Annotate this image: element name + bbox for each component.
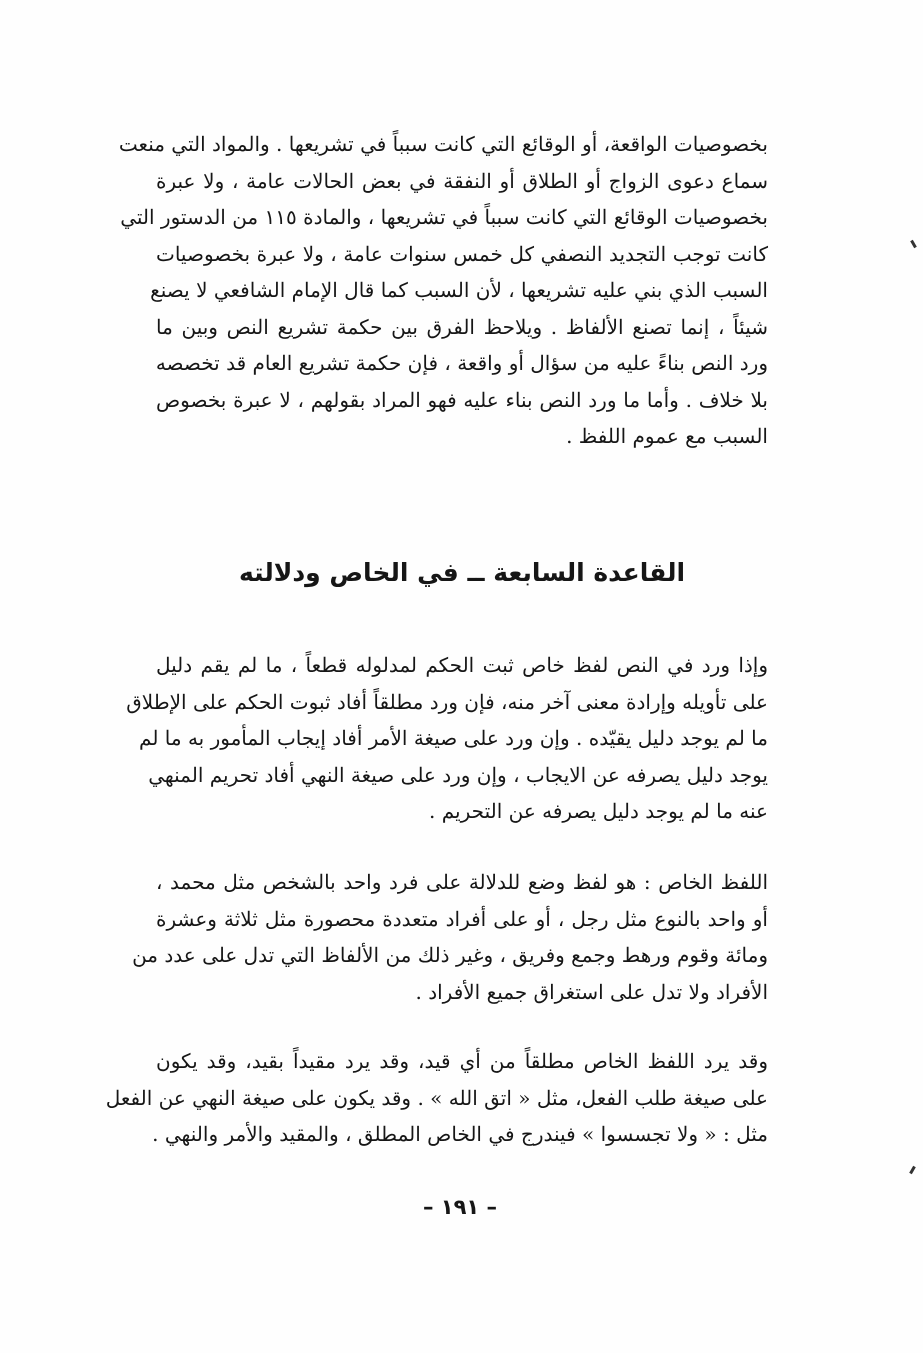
page-number: – ١٩١ – bbox=[422, 1195, 498, 1219]
text-line: الأفراد ولا تدل على استغراق جميع الأفراد . bbox=[415, 979, 768, 1004]
section-heading: القاعدة السابعة ــ في الخاص ودلالته bbox=[238, 558, 686, 587]
text-line: شيئاً ، إنما تصنع الألفاظ . ويلاحظ الفرق بين حكمة تشريع النص وبين ما bbox=[156, 314, 768, 339]
text-line: أو واحد بالنوع مثل رجل ، أو على أفراد متعددة محصورة مثل ثلاثة وعشرة bbox=[156, 906, 768, 931]
text-line: كانت توجب التجديد النصفي كل خمس سنوات عامة ، ولا عبرة بخصوصيات bbox=[156, 241, 768, 266]
text-line: اللفظ الخاص : هو لفظ وضع للدلالة على فرد واحد بالشخص مثل محمد ، bbox=[156, 870, 768, 894]
text-line: ورد النص بناءً عليه من سؤال أو واقعة ، فإن حكمة تشريع العام قد تخصصه bbox=[155, 351, 768, 375]
text-line: ومائة وقوم ورهط وجمع وفريق ، وغير ذلك من الألفاظ التي تدل على عدد من bbox=[132, 943, 768, 967]
paragraph-specific-word-definition bbox=[132, 864, 768, 1010]
text-line: عنه ما لم يوجد دليل يصرفه عن التحريم . bbox=[429, 799, 768, 823]
paragraph-specific-word-ruling bbox=[126, 647, 768, 830]
text-line: بخصوصيات الوقائع التي كانت سبباً في تشريعها ، والمادة ١١٥ من الدستور التي bbox=[120, 205, 768, 229]
scan-speck bbox=[910, 240, 917, 248]
text-line: مثل : « ولا تجسسوا » فيندرج في الخاص المطلق ، والمقيد والأمر والنهي . bbox=[152, 1122, 768, 1146]
text-line: السبب مع عموم اللفظ . bbox=[566, 424, 768, 448]
text-line: يوجد دليل يصرفه عن الايجاب ، وإن ورد على صيغة النهي أفاد تحريم المنهي bbox=[148, 762, 768, 787]
text-line: السبب الذي بني عليه تشريعها ، لأن السبب كما قال الإمام الشافعي لا يصنع bbox=[150, 278, 768, 302]
text-line: سماع دعوى الزواج أو الطلاق أو النفقة في بعض الحالات عامة ، ولا عبرة bbox=[156, 168, 768, 193]
text-line: ما لم يوجد دليل يقيّده . وإن ورد على صيغة الأمر أفاد إيجاب المأمور به ما لم bbox=[139, 726, 768, 750]
text-line: على صيغة طلب الفعل، مثل « اتق الله » . وقد يكون على صيغة النهي عن الفعل bbox=[105, 1085, 768, 1110]
paragraph-specifics-of-cause bbox=[118, 126, 768, 455]
text-line: على تأويله وإرادة معنى آخر منه، فإن ورد مطلقاً أفاد ثبوت الحكم على الإطلاق bbox=[126, 689, 768, 714]
text-line: وإذا ورد في النص لفظ خاص ثبت الحكم لمدلوله قطعاً ، ما لم يقم دليل bbox=[156, 653, 768, 677]
text-line: وقد يرد اللفظ الخاص مطلقاً من أي قيد، وقد يرد مقيداً بقيد، وقد يكون bbox=[156, 1049, 768, 1073]
paragraph-specific-word-forms bbox=[105, 1043, 768, 1153]
scan-speck bbox=[909, 1166, 916, 1174]
text-line: بلا خلاف . وأما ما ورد النص بناء عليه فهو المراد بقولهم ، لا عبرة بخصوص bbox=[156, 387, 768, 412]
text-line: بخصوصيات الواقعة، أو الوقائع التي كانت سبباً في تشريعها . والمواد التي منعت bbox=[118, 132, 768, 156]
